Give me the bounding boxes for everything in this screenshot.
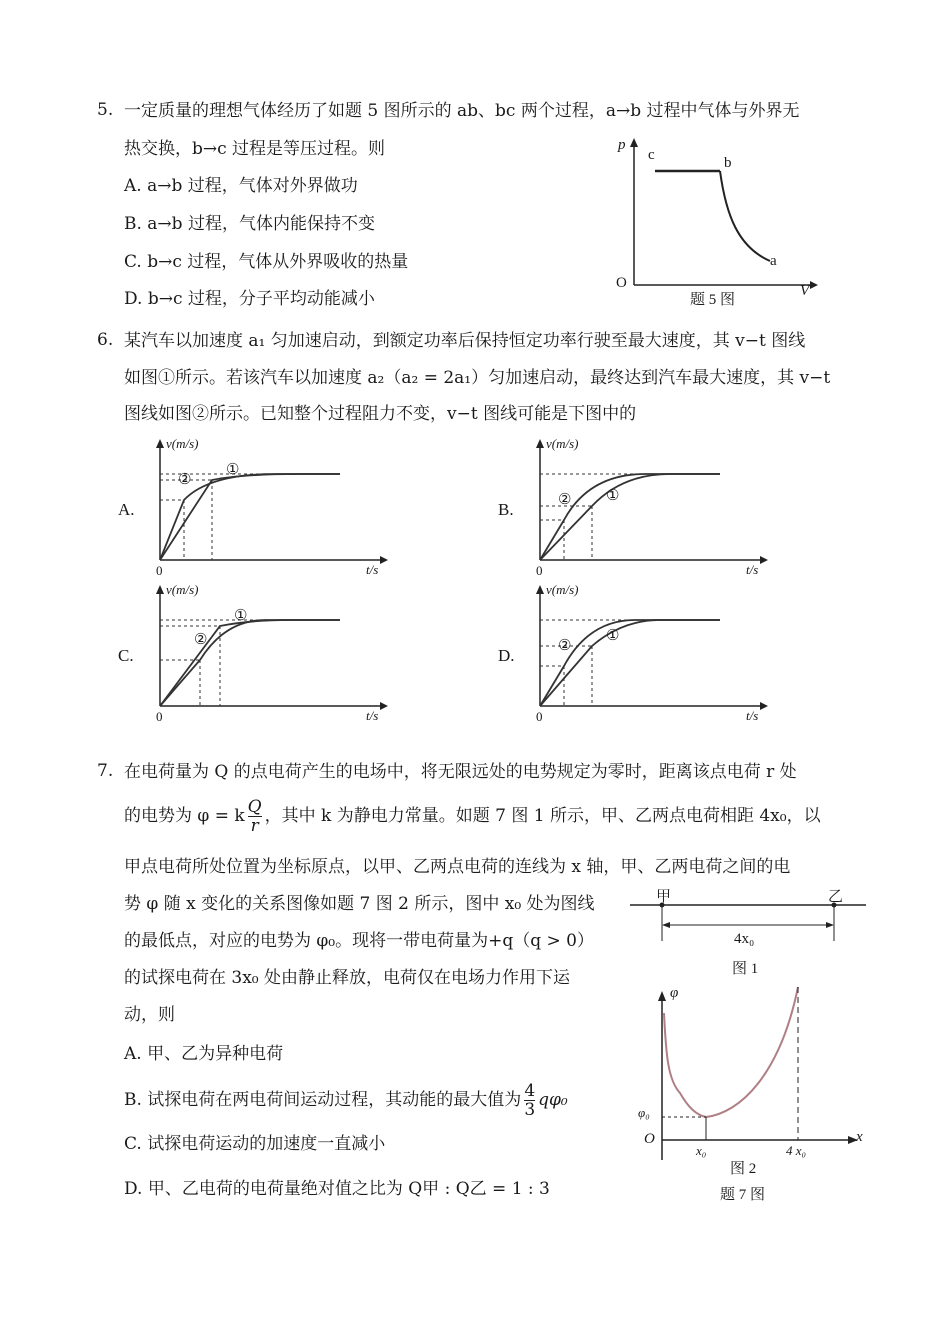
q5-number: 5.: [97, 100, 114, 120]
q7-stem-line: 势 φ 随 x 变化的关系图像如题 7 图 2 所示，图中 x₀ 处为图线: [124, 894, 595, 914]
t-axis-arrow-icon: [380, 556, 388, 564]
curve-2-label: ②: [558, 638, 572, 654]
point-a-label: a: [770, 253, 777, 269]
curve-2-label: ②: [558, 492, 572, 508]
pv-graph: [610, 135, 820, 310]
charge-jia-label: 甲: [656, 889, 672, 905]
q5-stem-line: 一定质量的理想气体经历了如题 5 图所示的 ab、bc 两个过程，a→b 过程中气体与外界无: [124, 101, 800, 121]
charge-yi-label: 乙: [828, 889, 844, 905]
curve-1-label: ①: [234, 608, 248, 624]
q7-option-d: D. 甲、乙电荷的电荷量绝对值之比为 Q甲 : Q乙 = 1 : 3: [124, 1179, 550, 1199]
origin-label: 0: [536, 563, 543, 578]
curve-1-label: ①: [606, 628, 620, 644]
q7-figure-1: [628, 885, 868, 980]
t-axis-arrow-icon: [760, 556, 768, 564]
option-label: B.: [498, 500, 514, 519]
option-label: A.: [118, 500, 135, 519]
q6-number: 6.: [97, 330, 114, 350]
x0-label: x₀: [696, 1143, 707, 1158]
q5-stem-line: 热交换，b→c 过程是等压过程。则: [124, 139, 386, 159]
formula-suffix: ，其中 k 为静电力常量。如题 7 图 1 所示，甲、乙两点电荷相距 4x₀，以: [264, 806, 821, 826]
q5-figure-caption: 题 5 图: [690, 292, 736, 308]
formula-prefix: 的电势为 φ = k: [124, 806, 245, 826]
curve-1-label: ①: [606, 488, 620, 504]
q7-stem-line: 甲点电荷所处位置为坐标原点，以甲、乙两点电荷的连线为 x 轴，甲、乙两电荷之间的电: [124, 857, 791, 877]
v-axis-label: v(m/s): [546, 436, 579, 451]
phi0-label: φ₀: [638, 1105, 650, 1120]
option-label: D.: [498, 646, 515, 665]
arrow-left-icon: [662, 922, 670, 928]
v-axis-label: V: [800, 283, 810, 299]
curve-1: [540, 474, 720, 560]
t-axis-label: t/s: [746, 562, 759, 577]
curve-1: [160, 620, 340, 706]
q7-stem-line: 动，则: [124, 1005, 175, 1025]
phi-axis-label: φ: [670, 985, 679, 1001]
phi-curve: [664, 987, 798, 1117]
origin-label: O: [616, 275, 627, 291]
q5-pv-diagram: [610, 135, 820, 310]
t-axis-label: t/s: [366, 708, 379, 723]
t-axis-label: t/s: [366, 562, 379, 577]
curve-1: [540, 620, 720, 706]
q5-option-d: D. b→c 过程，分子平均动能减小: [124, 289, 375, 309]
p-axis-arrow-icon: [630, 138, 638, 147]
q7-figure-caption: 题 7 图: [720, 1187, 766, 1203]
vt-graph-option-a: [120, 436, 400, 586]
v-axis-arrow-icon: [536, 585, 544, 594]
frac-numerator: Q: [247, 797, 262, 817]
v-axis-arrow-icon: [156, 439, 164, 448]
v-axis-label: v(m/s): [546, 582, 579, 597]
figure-1-caption: 图 1: [732, 961, 759, 977]
q7-stem-line-formula: [124, 798, 821, 835]
origin-label: 0: [156, 563, 163, 578]
curve-2-label: ②: [194, 632, 208, 648]
point-c-label: c: [648, 147, 655, 163]
figure-2-caption: 图 2: [730, 1161, 757, 1177]
arrow-right-icon: [826, 922, 834, 928]
q7-option-a: A. 甲、乙为异种电荷: [124, 1044, 284, 1064]
frac-denominator: r: [250, 816, 259, 836]
q7-figure-2: [630, 985, 870, 1210]
potential-graph: [630, 985, 870, 1175]
curve-2: [540, 620, 720, 706]
v-axis-label: v(m/s): [166, 436, 199, 451]
q7-stem-line: 的试探电荷在 3x₀ 处由静止释放，电荷仅在电场力作用下运: [124, 968, 571, 988]
x-axis-label: x: [856, 1129, 863, 1145]
t-axis-arrow-icon: [380, 702, 388, 710]
q7-option-c: C. 试探电荷运动的加速度一直减小: [124, 1134, 386, 1154]
v-axis-arrow-icon: [156, 585, 164, 594]
point-b-label: b: [724, 155, 732, 171]
option-b-tail: qφ₀: [538, 1090, 568, 1110]
4x0-label: 4 x₀: [786, 1143, 807, 1158]
frac-numerator: 4: [524, 1081, 536, 1101]
origin-label: 0: [156, 709, 163, 724]
q5-option-b: B. a→b 过程，气体内能保持不变: [124, 214, 375, 234]
option-label: C.: [118, 646, 134, 665]
p-axis-label: p: [618, 137, 626, 153]
q7-number: 7.: [97, 761, 114, 781]
q5-option-a: A. a→b 过程，气体对外界做功: [124, 176, 358, 196]
v-axis-arrow-icon: [536, 439, 544, 448]
formula-fraction: [248, 798, 262, 835]
q7-stem-line: 的最低点，对应的电势为 φ₀。现将一带电荷量为+q（q > 0）: [124, 931, 594, 951]
origin-label: 0: [536, 709, 543, 724]
phi-axis-arrow-icon: [658, 991, 666, 1001]
t-axis-label: t/s: [746, 708, 759, 723]
curve-1-label: ①: [226, 462, 240, 478]
origin-label: O: [644, 1131, 655, 1147]
q7-stem-line: 在电荷量为 Q 的点电荷产生的电场中，将无限远处的电势规定为零时，距离该点电荷 r 处: [124, 762, 797, 782]
option-b-fraction: [524, 1082, 535, 1119]
curve-2: [160, 620, 340, 706]
distance-label: 4x₀: [734, 931, 755, 947]
vt-graph-option-d: [500, 582, 780, 732]
q6-stem-line: 某汽车以加速度 a₁ 匀加速启动，到额定功率后保持恒定功率行驶至最大速度，其 v−t 图线: [124, 331, 806, 351]
vt-graph-option-b: [500, 436, 780, 586]
v-axis-label: v(m/s): [166, 582, 199, 597]
q5-option-c: C. b→c 过程，气体从外界吸收的热量: [124, 252, 409, 272]
curve-2: [540, 474, 720, 560]
frac-denominator: 3: [524, 1100, 536, 1120]
q7-option-b: [124, 1082, 568, 1119]
q6-stem-line: 图线如图②所示。已知整个过程阻力不变，v−t 图线可能是下图中的: [124, 404, 637, 424]
curve-2-label: ②: [178, 472, 192, 488]
q6-stem-line: 如图①所示。若该汽车以加速度 a₂（a₂ = 2a₁）匀加速启动，最终达到汽车最大速度，其 v−t: [124, 368, 831, 388]
vt-graph-option-c: [120, 582, 400, 732]
t-axis-arrow-icon: [760, 702, 768, 710]
option-b-text: B. 试探电荷在两电荷间运动过程，其动能的最大值为: [124, 1090, 522, 1110]
ab-adiabat: [720, 171, 770, 261]
v-axis-arrow-icon: [810, 281, 818, 289]
